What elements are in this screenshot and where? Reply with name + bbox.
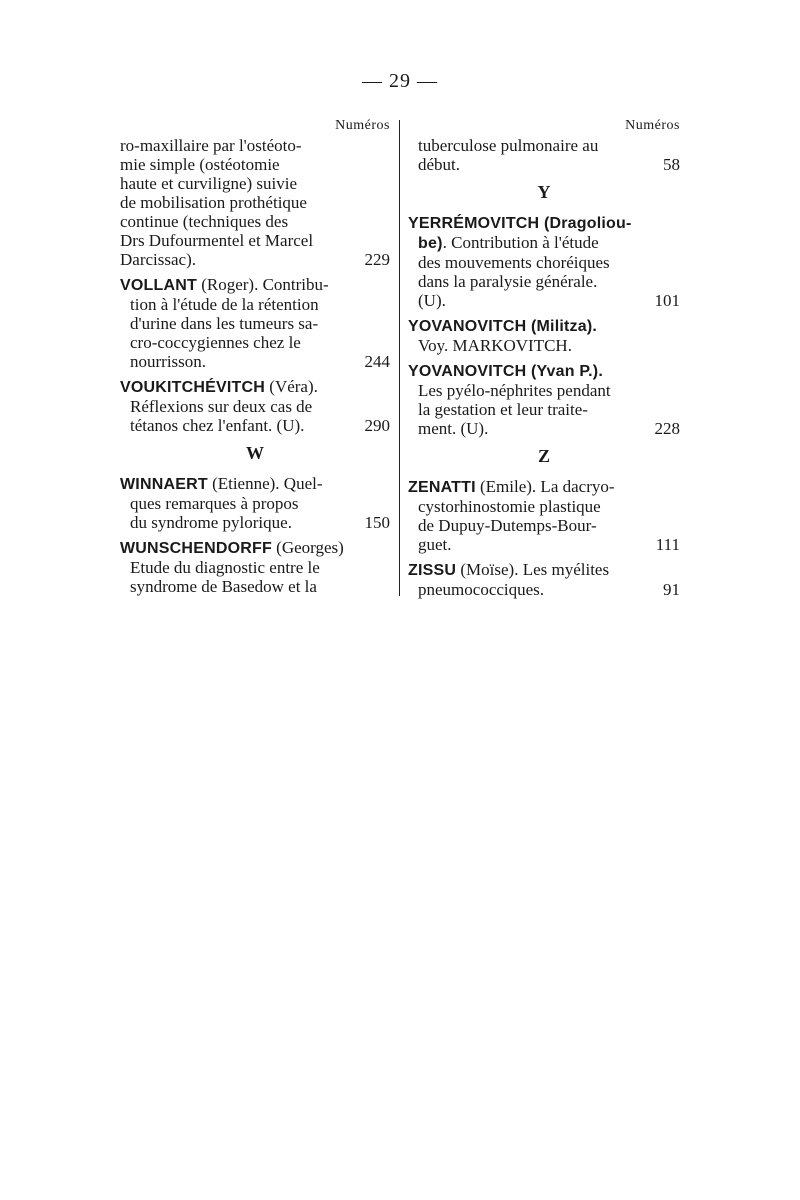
- section-letter-y: Y: [537, 182, 551, 202]
- entry-text: tétanos chez l'enfant. (U).: [130, 416, 305, 435]
- entry-line: des mouvements choréiques: [418, 253, 610, 272]
- entry-line: Réflexions sur deux cas de: [130, 397, 313, 416]
- entry-last-line: [408, 155, 680, 174]
- column-divider: [399, 120, 400, 596]
- entry-line: haute et curviligne) suivie: [120, 174, 298, 193]
- entry-line: dans la paralysie générale.: [418, 272, 598, 291]
- entry-text: (Moïse). Les myélites: [456, 560, 610, 579]
- index-entry-wunschendorff: [120, 538, 390, 596]
- index-entry-yovanovitch-militza: [408, 316, 680, 355]
- entry-line: tuberculose pulmonaire au: [418, 136, 599, 155]
- entry-heading-line: [120, 538, 390, 558]
- entry-heading-line: [408, 477, 680, 497]
- author-name: VOLLANT: [120, 277, 197, 294]
- index-entry-winnaert: [120, 474, 390, 532]
- entry-heading-line: [408, 361, 680, 381]
- thesis-number: 58: [663, 155, 680, 174]
- entry-last-line: [120, 250, 390, 269]
- entry-heading-line-2: [408, 233, 680, 253]
- entry-line: ro-maxillaire par l'ostéoto-: [120, 136, 302, 155]
- entry-line: Etude du diagnostic entre le: [130, 558, 320, 577]
- thesis-number: 244: [364, 352, 390, 371]
- index-entry-zissu: [408, 560, 680, 599]
- right-column: [408, 118, 680, 605]
- column-header-numeros: Numéros: [335, 118, 390, 133]
- index-entry-continued: [408, 136, 680, 174]
- entry-last-line: [408, 419, 680, 438]
- entry-text: (U).: [418, 291, 446, 310]
- index-entry-yovanovitch-yvan: [408, 361, 680, 438]
- entry-text: du syndrome pylorique.: [130, 513, 292, 532]
- author-forename: (Militza).: [526, 318, 597, 335]
- author-name: WINNAERT: [120, 476, 208, 493]
- entry-last-line: [120, 352, 390, 371]
- index-entry-continued: [120, 136, 390, 269]
- index-entry-zenatti: [408, 477, 680, 554]
- entry-heading-line: [120, 377, 390, 397]
- thesis-number: 150: [364, 513, 390, 532]
- entry-line: syndrome de Basedow et la: [130, 577, 317, 596]
- entry-last-line: [408, 291, 680, 310]
- index-entry-voukitchevitch: [120, 377, 390, 435]
- entry-text: (Georges): [271, 538, 344, 557]
- entry-last-line: [408, 535, 680, 554]
- page-number: — 29 —: [362, 70, 438, 92]
- entry-line: d'urine dans les tumeurs sa-: [130, 314, 319, 333]
- entry-heading-line: [408, 560, 680, 580]
- entry-text: (Roger). Contribu-: [196, 275, 329, 294]
- entry-text: (Emile). La dacryo-: [475, 477, 615, 496]
- author-name: VOUKITCHÉVITCH: [120, 379, 266, 396]
- entry-line: ques remarques à propos: [130, 494, 299, 513]
- entry-line: la gestation et leur traite-: [418, 400, 588, 419]
- author-name: ZENATTI: [408, 479, 476, 496]
- thesis-number: 111: [655, 535, 680, 554]
- entry-line: Drs Dufourmentel et Marcel: [120, 231, 314, 250]
- author-name: YERRÉMOVITCH: [408, 215, 540, 232]
- section-letter-z: Z: [537, 446, 550, 466]
- thesis-number: 290: [364, 416, 390, 435]
- author-name: YOVANOVITCH: [408, 363, 527, 380]
- author-name: YOVANOVITCH: [408, 318, 527, 335]
- entry-heading-line: [120, 275, 390, 295]
- left-column: [120, 118, 390, 602]
- entry-text: (Etienne). Quel-: [207, 474, 323, 493]
- author-name: WUNSCHENDORFF: [120, 540, 272, 557]
- author-forename: (Dragoliou-: [539, 215, 632, 232]
- entry-text: Darcissac).: [120, 250, 196, 269]
- entry-heading-line: [408, 213, 680, 233]
- entry-last-line: [120, 416, 390, 435]
- entry-text: . Contribution à l'étude: [442, 233, 599, 252]
- thesis-number: 229: [364, 250, 390, 269]
- entry-text: pneumococciques.: [418, 580, 545, 599]
- entry-line: cro-coccygiennes chez le: [130, 333, 301, 352]
- entry-line: Les pyélo-néphrites pendant: [418, 381, 611, 400]
- thesis-number: 228: [654, 419, 680, 438]
- entry-line: continue (techniques des: [120, 212, 289, 231]
- entry-heading-line: [120, 474, 390, 494]
- entry-line: de Dupuy-Dutemps-Bour-: [418, 516, 597, 535]
- entry-line: Voy. MARKOVITCH.: [418, 336, 572, 355]
- entry-line: mie simple (ostéotomie: [120, 155, 280, 174]
- index-entry-yerremovitch: [408, 213, 680, 310]
- entry-text: (Véra).: [265, 377, 318, 396]
- section-letter-w: W: [246, 443, 264, 463]
- entry-text: guet.: [418, 535, 452, 554]
- entry-line: cystorhinostomie plastique: [418, 497, 601, 516]
- author-forename-cont: be): [418, 235, 443, 252]
- column-header-numeros: Numéros: [625, 118, 680, 133]
- entry-last-line: [408, 580, 680, 599]
- entry-text: ment. (U).: [418, 419, 489, 438]
- author-name: ZISSU: [408, 562, 457, 579]
- entry-heading-line: [408, 316, 680, 336]
- thesis-number: 101: [654, 291, 680, 310]
- entry-text: début.: [418, 155, 461, 174]
- entry-text: nourrisson.: [130, 352, 207, 371]
- entry-line: de mobilisation prothétique: [120, 193, 307, 212]
- entry-line: tion à l'étude de la rétention: [130, 295, 319, 314]
- author-forename: (Yvan P.).: [526, 363, 603, 380]
- thesis-number: 91: [663, 580, 680, 599]
- entry-last-line: [120, 513, 390, 532]
- index-entry-vollant: [120, 275, 390, 371]
